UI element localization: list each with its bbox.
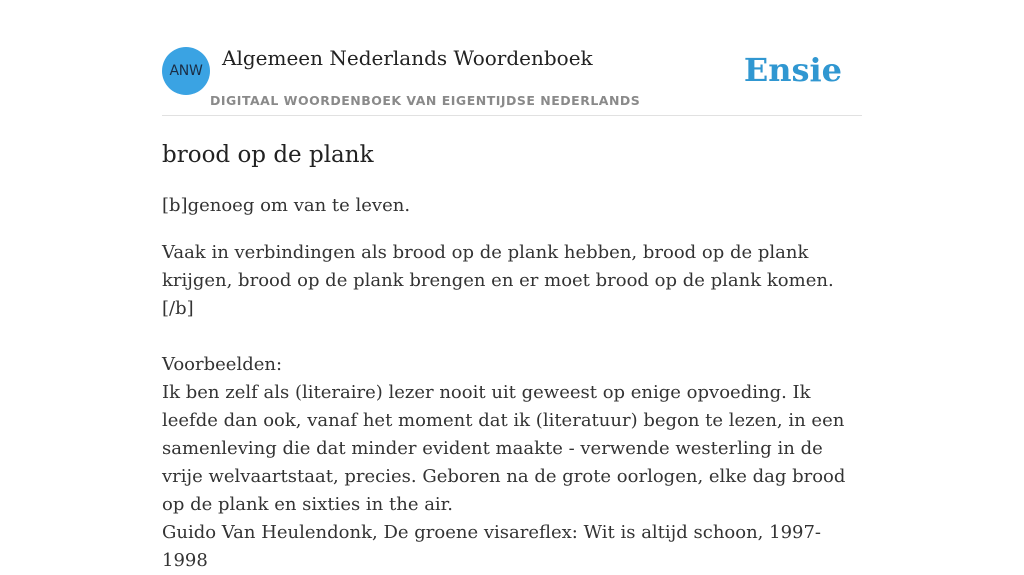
example-text: Ik ben zelf als (literaire) lezer nooit uit geweest op enige opvoeding. Ik leefde dan ook, vanaf het moment dat ik (literatuur) begon te lezen, in een samenleving die dat minder evident maakte - verwende westerling in de vrije welvaartstaat, precies. Geboren na de grote oorlogen, elke dag brood op de plank en sixties in the air. — [162, 382, 846, 515]
entry-definition: [b]genoeg om van te leven. — [162, 195, 411, 216]
site-subtitle: DIGITAAL WOORDENBOEK VAN EIGENTIJDSE NEDERLANDS — [210, 93, 641, 108]
entry-term: brood op de plank — [162, 142, 374, 168]
examples-label: Voorbeelden: — [162, 354, 283, 375]
ensie-brand-link[interactable]: Ensie — [743, 51, 842, 89]
page — [162, 0, 862, 571]
site-title[interactable]: Algemeen Nederlands Woordenboek — [222, 46, 593, 70]
example-source: Guido Van Heulendonk, De groene visareflex: Wit is altijd schoon, 1997-1998 — [162, 522, 822, 571]
anw-logo[interactable]: ANW — [162, 47, 210, 95]
entry-body — [162, 239, 862, 575]
spacer — [162, 323, 862, 351]
site-header — [162, 0, 862, 116]
entry-usage: Vaak in verbindingen als brood op de plank hebben, brood op de plank krijgen, brood op de plank brengen en er moet brood op de plank komen.[/b] — [162, 242, 834, 319]
